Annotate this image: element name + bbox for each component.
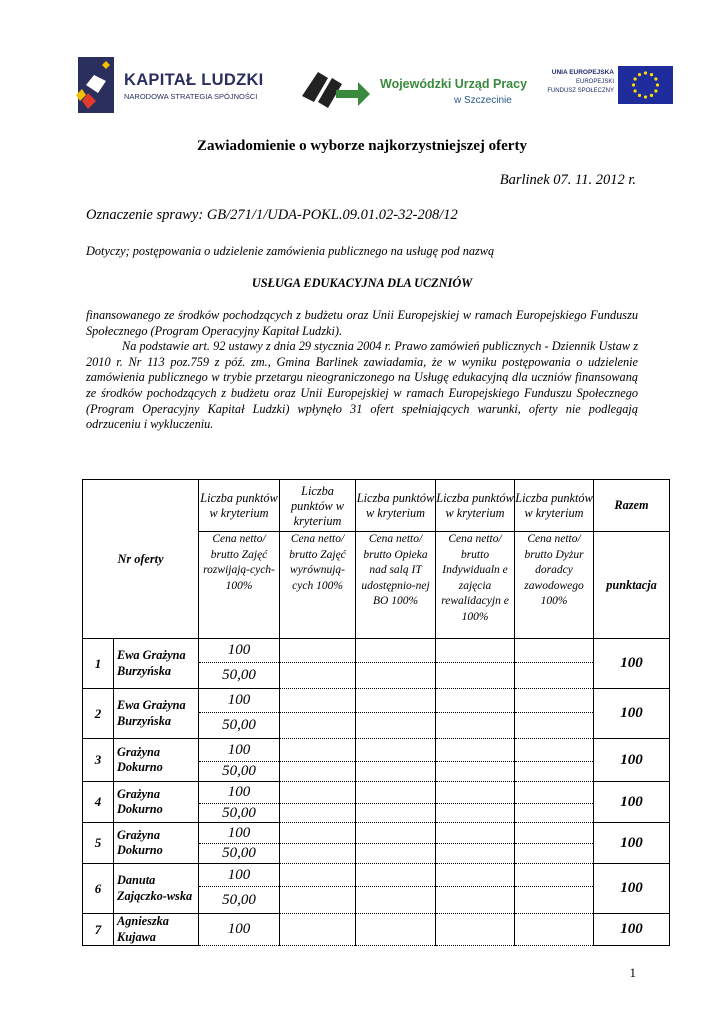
empty-cell — [436, 663, 515, 689]
document-title: Zawiadomienie o wyborze najkorzystniejszej oferty — [197, 138, 527, 154]
points-value: 100 — [199, 864, 280, 887]
empty-cell — [515, 804, 594, 823]
results-table — [82, 479, 670, 946]
empty-cell — [515, 713, 594, 739]
empty-cell — [436, 804, 515, 823]
criteria-header: Liczba punktów w kryterium — [280, 480, 356, 532]
price-value: 50,00 — [199, 762, 280, 782]
page-number: 1 — [629, 965, 636, 980]
offer-number: 6 — [83, 864, 114, 914]
eu-line3: FUNDUSZ SPOŁECZNY — [547, 88, 614, 94]
empty-cell — [356, 762, 436, 782]
empty-cell — [436, 689, 515, 713]
eu-line1: UNIA EUROPEJSKA — [551, 69, 614, 76]
empty-cell — [356, 782, 436, 804]
header-nr-oferty: Nr oferty — [83, 480, 199, 639]
empty-cell — [356, 663, 436, 689]
points-value: 100 — [199, 914, 280, 946]
empty-cell — [436, 762, 515, 782]
empty-cell — [436, 639, 515, 663]
empty-cell — [356, 713, 436, 739]
empty-cell — [356, 887, 436, 914]
total-score: 100 — [594, 782, 670, 823]
criteria-subheader: Cena netto/ brutto Dyżur doradcy zawodowego 100% — [515, 532, 594, 639]
table-row — [83, 689, 670, 713]
paragraph-financing: finansowanego ze środków pochodzących z budżetu oraz Unii Europejskiej w ramach Europejskiego Funduszu Społecznego (Program Operacyjny Kapitał Ludzki). — [86, 308, 638, 338]
total-score: 100 — [594, 739, 670, 782]
points-value: 100 — [199, 823, 280, 844]
table-row — [83, 782, 670, 804]
empty-cell — [436, 844, 515, 864]
empty-cell — [436, 914, 515, 946]
case-reference: Oznaczenie sprawy: GB/271/1/UDA-POKL.09.01.02-32-208/12 — [86, 207, 458, 223]
empty-cell — [356, 739, 436, 762]
kapital-ludzki-logo — [72, 55, 272, 117]
empty-cell — [356, 844, 436, 864]
kapital-ludzki-name: KAPITAŁ LUDZKI — [124, 71, 264, 89]
offer-number: 2 — [83, 689, 114, 739]
offer-name: Grażyna Dokurno — [114, 823, 199, 864]
table-row — [83, 914, 670, 946]
criteria-header: Liczba punktów w kryterium — [356, 480, 436, 532]
empty-cell — [515, 864, 594, 887]
offer-number: 3 — [83, 739, 114, 782]
criteria-header: Liczba punktów w kryterium — [515, 480, 594, 532]
concerns-line: Dotyczy; postępowania o udzielenie zamówienia publicznego na usługę pod nazwą — [86, 244, 495, 258]
points-value: 100 — [199, 689, 280, 713]
wup-name: Wojewódzki Urząd Pracy — [380, 77, 528, 91]
empty-cell — [515, 914, 594, 946]
points-value: 100 — [199, 739, 280, 762]
empty-cell — [515, 782, 594, 804]
empty-cell — [280, 663, 356, 689]
criteria-subheader: Cena netto/ brutto Opieka nad salą IT udostępnio-nej BO 100% — [356, 532, 436, 639]
empty-cell — [436, 864, 515, 887]
offer-number: 1 — [83, 639, 114, 689]
empty-cell — [280, 713, 356, 739]
empty-cell — [356, 914, 436, 946]
eu-line2: EUROPEJSKI — [575, 79, 614, 85]
empty-cell — [356, 823, 436, 844]
empty-cell — [280, 804, 356, 823]
empty-cell — [280, 639, 356, 663]
offer-number: 7 — [83, 914, 114, 946]
empty-cell — [280, 689, 356, 713]
paragraph-legal-basis: Na podstawie art. 92 ustawy z dnia 29 stycznia 2004 r. Prawo zamówień publicznych - Dziennik Ustaw z 2010 r. Nr 113 poz.759 z póź. zm., Gmina Barlinek zawiadamia, że w wyniku postępowania o udzielenie zamówienia publicznego w trybie przetargu nieograniczonego na Usługę edukacyjną dla uczniów finansowaną ze środków pochodzących z budżetu oraz Unii Europejskiej w ramach Europejskiego Funduszu Społecznego (Program Operacyjny Kapitał Ludzki) wpłynęło 31 ofert spełniających warunki, oferty nie podlegają odrzuceniu i wykluczeniu. — [86, 339, 638, 432]
total-score: 100 — [594, 864, 670, 914]
header-razem: Razem — [594, 480, 670, 532]
price-value: 50,00 — [199, 887, 280, 914]
empty-cell — [515, 844, 594, 864]
empty-cell — [280, 782, 356, 804]
empty-cell — [280, 914, 356, 946]
empty-cell — [280, 739, 356, 762]
empty-cell — [280, 887, 356, 914]
empty-cell — [436, 782, 515, 804]
offer-name: Danuta Zajączko-wska — [114, 864, 199, 914]
table-row — [83, 864, 670, 887]
wup-city: w Szczecinie — [454, 95, 512, 106]
place-date: Barlinek 07. 11. 2012 r. — [499, 172, 636, 188]
empty-cell — [515, 762, 594, 782]
price-value: 50,00 — [199, 663, 280, 689]
empty-cell — [436, 887, 515, 914]
criteria-subheader: Cena netto/ brutto Zajęć wyrównują-cych 100% — [280, 532, 356, 639]
empty-cell — [515, 639, 594, 663]
empty-cell — [356, 639, 436, 663]
total-score: 100 — [594, 823, 670, 864]
price-value: 50,00 — [199, 713, 280, 739]
eu-flag-icon — [618, 66, 673, 104]
total-score: 100 — [594, 689, 670, 739]
points-value: 100 — [199, 782, 280, 804]
offer-number: 5 — [83, 823, 114, 864]
criteria-header: Liczba punktów w kryterium — [199, 480, 280, 532]
empty-cell — [356, 804, 436, 823]
offer-name: Grażyna Dokurno — [114, 782, 199, 823]
empty-cell — [436, 823, 515, 844]
body-paragraphs — [86, 308, 638, 433]
empty-cell — [515, 887, 594, 914]
price-value: 50,00 — [199, 804, 280, 823]
empty-cell — [515, 739, 594, 762]
wup-logo — [300, 66, 530, 112]
offer-name: Ewa Grażyna Burzyńska — [114, 639, 199, 689]
empty-cell — [280, 762, 356, 782]
criteria-subheader: Cena netto/ brutto Zajęć rozwijają-cych- 100% — [199, 532, 280, 639]
kapital-ludzki-emblem-icon — [72, 55, 120, 117]
empty-cell — [280, 844, 356, 864]
header-punktacja: punktacja — [594, 532, 670, 639]
header-row-criteria — [83, 480, 670, 532]
points-value: 100 — [199, 639, 280, 663]
total-score: 100 — [594, 914, 670, 946]
price-value: 50,00 — [199, 844, 280, 864]
empty-cell — [436, 739, 515, 762]
empty-cell — [515, 823, 594, 844]
kapital-ludzki-subtitle: NARODOWA STRATEGIA SPÓJNOŚCI — [124, 92, 258, 101]
table-row — [83, 639, 670, 663]
empty-cell — [280, 864, 356, 887]
offer-name: Ewa Grażyna Burzyńska — [114, 689, 199, 739]
empty-cell — [515, 689, 594, 713]
offer-name: Grażyna Dokurno — [114, 739, 199, 782]
criteria-subheader: Cena netto/ brutto Indywidualn e zajęcia rewalidacyjn e 100% — [436, 532, 515, 639]
empty-cell — [356, 864, 436, 887]
empty-cell — [436, 713, 515, 739]
criteria-header: Liczba punktów w kryterium — [436, 480, 515, 532]
empty-cell — [515, 663, 594, 689]
eu-logo — [542, 66, 672, 106]
service-name: USŁUGA EDUKACYJNA DLA UCZNIÓW — [251, 276, 473, 290]
table-row — [83, 823, 670, 844]
offer-name: Agnieszka Kujawa — [114, 914, 199, 946]
offer-number: 4 — [83, 782, 114, 823]
table-row — [83, 739, 670, 762]
total-score: 100 — [594, 639, 670, 689]
wup-arrows-icon — [300, 66, 372, 112]
empty-cell — [356, 689, 436, 713]
empty-cell — [280, 823, 356, 844]
